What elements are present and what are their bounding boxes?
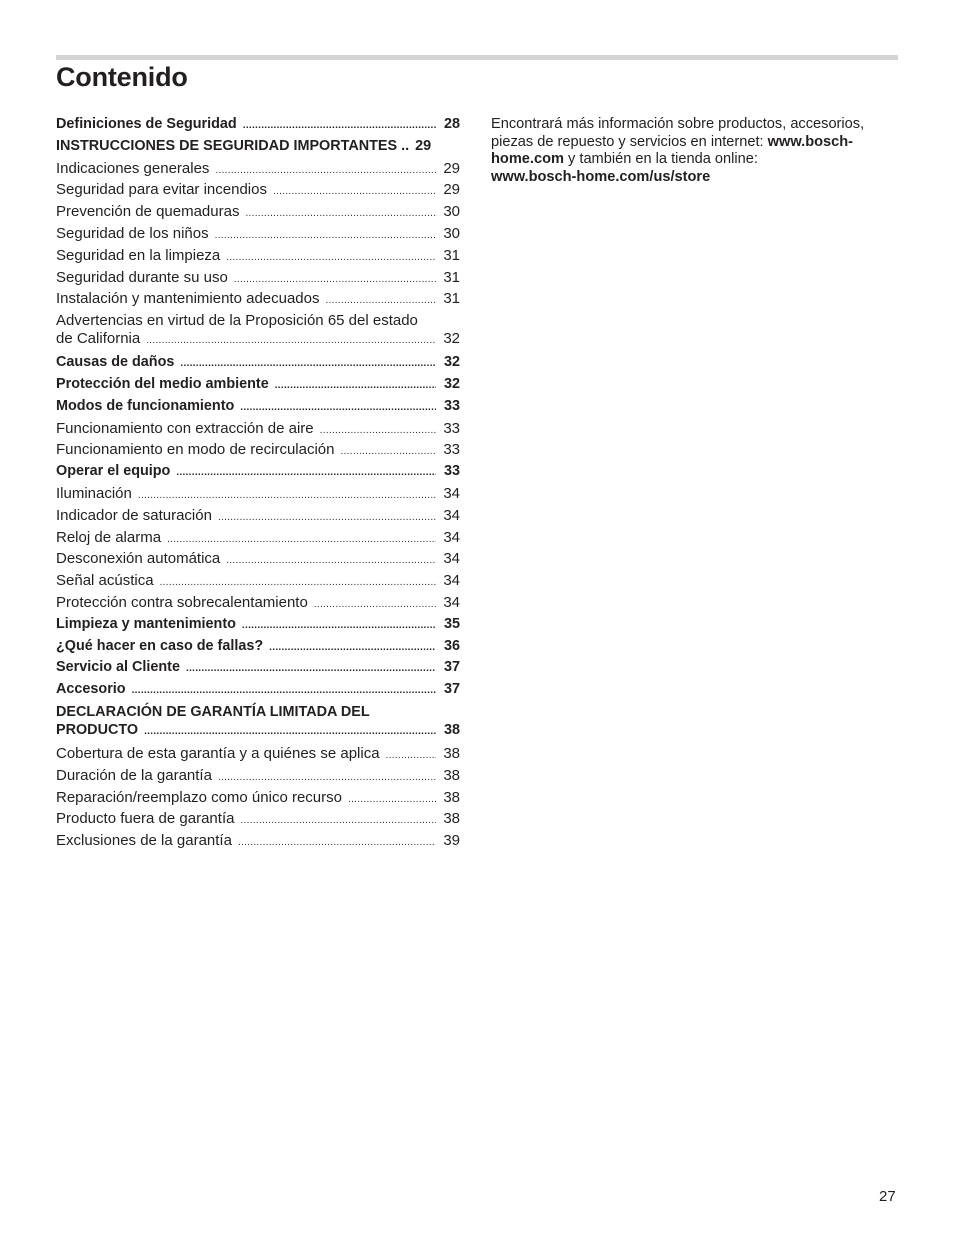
toc-entry-page: 31 — [443, 246, 460, 264]
toc-entry-label: Indicaciones generales — [56, 159, 210, 177]
toc-entry-label: Servicio al Cliente — [56, 659, 180, 676]
table-of-contents — [56, 114, 460, 852]
toc-entry-label-line1: Advertencias en virtud de la Proposición 65 del estado — [56, 312, 418, 330]
toc-entry-label: Protección contra sobrecalentamiento — [56, 593, 308, 611]
toc-entry[interactable] — [56, 548, 460, 570]
toc-entry[interactable] — [56, 352, 460, 374]
toc-entry-page: 34 — [443, 572, 460, 590]
dot-leader — [348, 789, 436, 811]
toc-entry[interactable] — [56, 396, 460, 418]
toc-entry[interactable] — [56, 701, 460, 743]
dot-leader — [243, 115, 436, 137]
toc-entry[interactable] — [56, 288, 460, 310]
store-link[interactable]: www.bosch-home.com/us/store — [491, 168, 711, 185]
toc-entry-page: 38 — [443, 810, 460, 828]
top-rule — [56, 55, 898, 60]
toc-entry[interactable] — [56, 657, 460, 679]
info-text-1: Encontrará más información sobre productos, accesorios, piezas de repuesto y servicios en internet: — [491, 116, 865, 150]
toc-entry[interactable] — [56, 267, 460, 289]
dot-leader — [273, 181, 436, 203]
toc-entry-label: Seguridad en la limpieza — [56, 246, 221, 264]
toc-entry-label: Señal acústica — [56, 572, 154, 590]
toc-entry[interactable] — [56, 570, 460, 592]
toc-entry-label: Definiciones de Seguridad — [56, 116, 237, 132]
toc-entry-page: 39 — [443, 832, 460, 850]
toc-entry[interactable] — [56, 461, 460, 483]
dot-leader — [226, 550, 436, 572]
dot-leader — [269, 637, 436, 659]
toc-entry-page: 34 — [443, 506, 460, 524]
dot-leader — [240, 397, 436, 419]
dot-leader — [215, 225, 436, 247]
dot-leader — [215, 160, 436, 182]
dot-leader — [242, 615, 436, 637]
toc-entry-page: 36 — [443, 637, 460, 654]
toc-entry-page: 34 — [443, 484, 460, 502]
toc-entry-label: Modos de funcionamiento — [56, 397, 235, 414]
toc-entry-page: 38 — [443, 744, 460, 762]
toc-entry-label: Seguridad para evitar incendios — [56, 181, 267, 199]
toc-entry[interactable] — [56, 158, 460, 180]
dot-leader — [167, 529, 436, 551]
info-text-2: y también en la tienda online: — [563, 151, 758, 168]
dot-leader — [180, 353, 436, 375]
dot-leader — [240, 810, 436, 832]
toc-entry-label: Protección del medio ambiente — [56, 375, 269, 392]
toc-entry-page: 33 — [443, 441, 460, 459]
toc-entry-label: Duración de la garantía — [56, 766, 212, 784]
toc-entry-page: 30 — [443, 224, 460, 242]
page-number: 27 — [879, 1188, 896, 1205]
toc-entry-page: 34 — [443, 528, 460, 546]
dot-leader — [314, 594, 436, 616]
toc-entry-page: 32 — [443, 330, 460, 348]
toc-entry[interactable] — [56, 808, 460, 830]
toc-entry[interactable] — [56, 787, 460, 809]
toc-entry-page: 29 — [443, 159, 460, 177]
toc-entry[interactable] — [56, 636, 460, 658]
toc-entry-page: 28 — [443, 116, 460, 132]
toc-entry-label: Exclusiones de la garantía — [56, 832, 232, 850]
dot-leader — [341, 441, 437, 463]
toc-entry[interactable] — [56, 136, 460, 158]
toc-entry[interactable] — [56, 527, 460, 549]
toc-entry-page: 38 — [443, 788, 460, 806]
toc-entry-page: 34 — [443, 593, 460, 611]
toc-entry[interactable] — [56, 245, 460, 267]
toc-entry[interactable] — [56, 679, 460, 701]
toc-entry-label: Indicador de saturación — [56, 506, 212, 524]
toc-entry-label: Accesorio — [56, 681, 126, 698]
toc-entry[interactable] — [56, 223, 460, 245]
toc-entry-page: 33 — [443, 419, 460, 437]
toc-entry-page: 30 — [443, 203, 460, 221]
toc-entry-label: Funcionamiento con extracción de aire — [56, 419, 314, 437]
toc-entry[interactable] — [56, 614, 460, 636]
toc-entry-page: 37 — [443, 659, 460, 676]
toc-entry-label: Iluminación — [56, 484, 132, 502]
toc-entry-label: Causas de daños — [56, 354, 175, 371]
dot-leader — [226, 247, 436, 269]
toc-entry-label: Operar el equipo — [56, 463, 171, 480]
toc-entry-label: Seguridad de los niños — [56, 224, 209, 242]
toc-entry-page: 33 — [443, 463, 460, 480]
toc-entry-label: Desconexión automática — [56, 550, 221, 568]
dot-leader — [146, 332, 436, 350]
toc-entry-label: ¿Qué hacer en caso de fallas? — [56, 637, 264, 654]
dot-leader — [218, 507, 436, 529]
toc-entry-label: Seguridad durante su uso — [56, 268, 228, 286]
toc-entry-page: 31 — [443, 290, 460, 308]
toc-entry-label: Prevención de quemaduras — [56, 203, 240, 221]
toc-entry-label: Reloj de alarma — [56, 528, 162, 546]
dot-leader — [326, 290, 437, 312]
toc-entry-page: 29 — [415, 137, 432, 154]
toc-entry[interactable] — [56, 374, 460, 396]
toc-entry[interactable] — [56, 418, 460, 440]
toc-entry[interactable] — [56, 114, 460, 136]
dot-leader — [186, 658, 436, 680]
toc-entry-page: 33 — [443, 397, 460, 414]
toc-entry-label-line1: DECLARACIÓN DE GARANTÍA LIMITADA DEL — [56, 703, 370, 720]
info-paragraph — [491, 116, 901, 186]
toc-entry[interactable] — [56, 439, 460, 461]
dot-leader — [138, 485, 436, 507]
toc-entry-page: 29 — [443, 181, 460, 199]
dot-leader — [238, 832, 436, 854]
dot-leader — [176, 462, 436, 484]
toc-entry-page: 32 — [443, 354, 460, 371]
toc-entry-label-line2: PRODUCTO — [56, 721, 139, 738]
toc-entry-page: 32 — [443, 375, 460, 392]
toc-entry-label-line2: de California — [56, 330, 141, 348]
toc-entry-page: 34 — [443, 550, 460, 568]
toc-entry[interactable] — [56, 592, 460, 614]
toc-entry-label: Producto fuera de garantía — [56, 810, 235, 828]
dot-leader — [160, 572, 436, 594]
toc-entry[interactable] — [56, 765, 460, 787]
toc-entry-label: Limpieza y mantenimiento — [56, 615, 236, 632]
dot-leader — [245, 203, 436, 225]
dot-leader — [386, 745, 436, 767]
toc-entry[interactable] — [56, 310, 460, 352]
dot-leader — [234, 269, 436, 291]
dot-leader — [132, 680, 436, 702]
toc-entry-label: Reparación/reemplazo como único recurso — [56, 788, 342, 806]
page-title: Contenido — [56, 62, 188, 92]
toc-entry-label: INSTRUCCIONES DE SEGURIDAD IMPORTANTES .. — [56, 137, 410, 154]
toc-entry[interactable] — [56, 201, 460, 223]
toc-entry-page: 31 — [443, 268, 460, 286]
toc-entry-label: Instalación y mantenimiento adecuados — [56, 290, 320, 308]
toc-entry[interactable] — [56, 830, 460, 852]
website-link[interactable]: www.bosch-home.com — [491, 133, 854, 168]
toc-entry-label: Funcionamiento en modo de recirculación — [56, 441, 335, 459]
toc-entry-page: 37 — [443, 681, 460, 698]
toc-entry-page: 38 — [443, 721, 460, 738]
toc-entry[interactable] — [56, 505, 460, 527]
toc-entry-page: 38 — [443, 766, 460, 784]
dot-leader — [275, 375, 436, 397]
dot-leader — [144, 723, 436, 741]
toc-entry-label: Cobertura de esta garantía y a quiénes se aplica — [56, 744, 380, 762]
dot-leader — [320, 420, 436, 442]
dot-leader — [218, 767, 436, 789]
toc-entry[interactable] — [56, 743, 460, 765]
toc-entry[interactable] — [56, 179, 460, 201]
toc-entry[interactable] — [56, 483, 460, 505]
toc-entry-page: 35 — [443, 615, 460, 632]
